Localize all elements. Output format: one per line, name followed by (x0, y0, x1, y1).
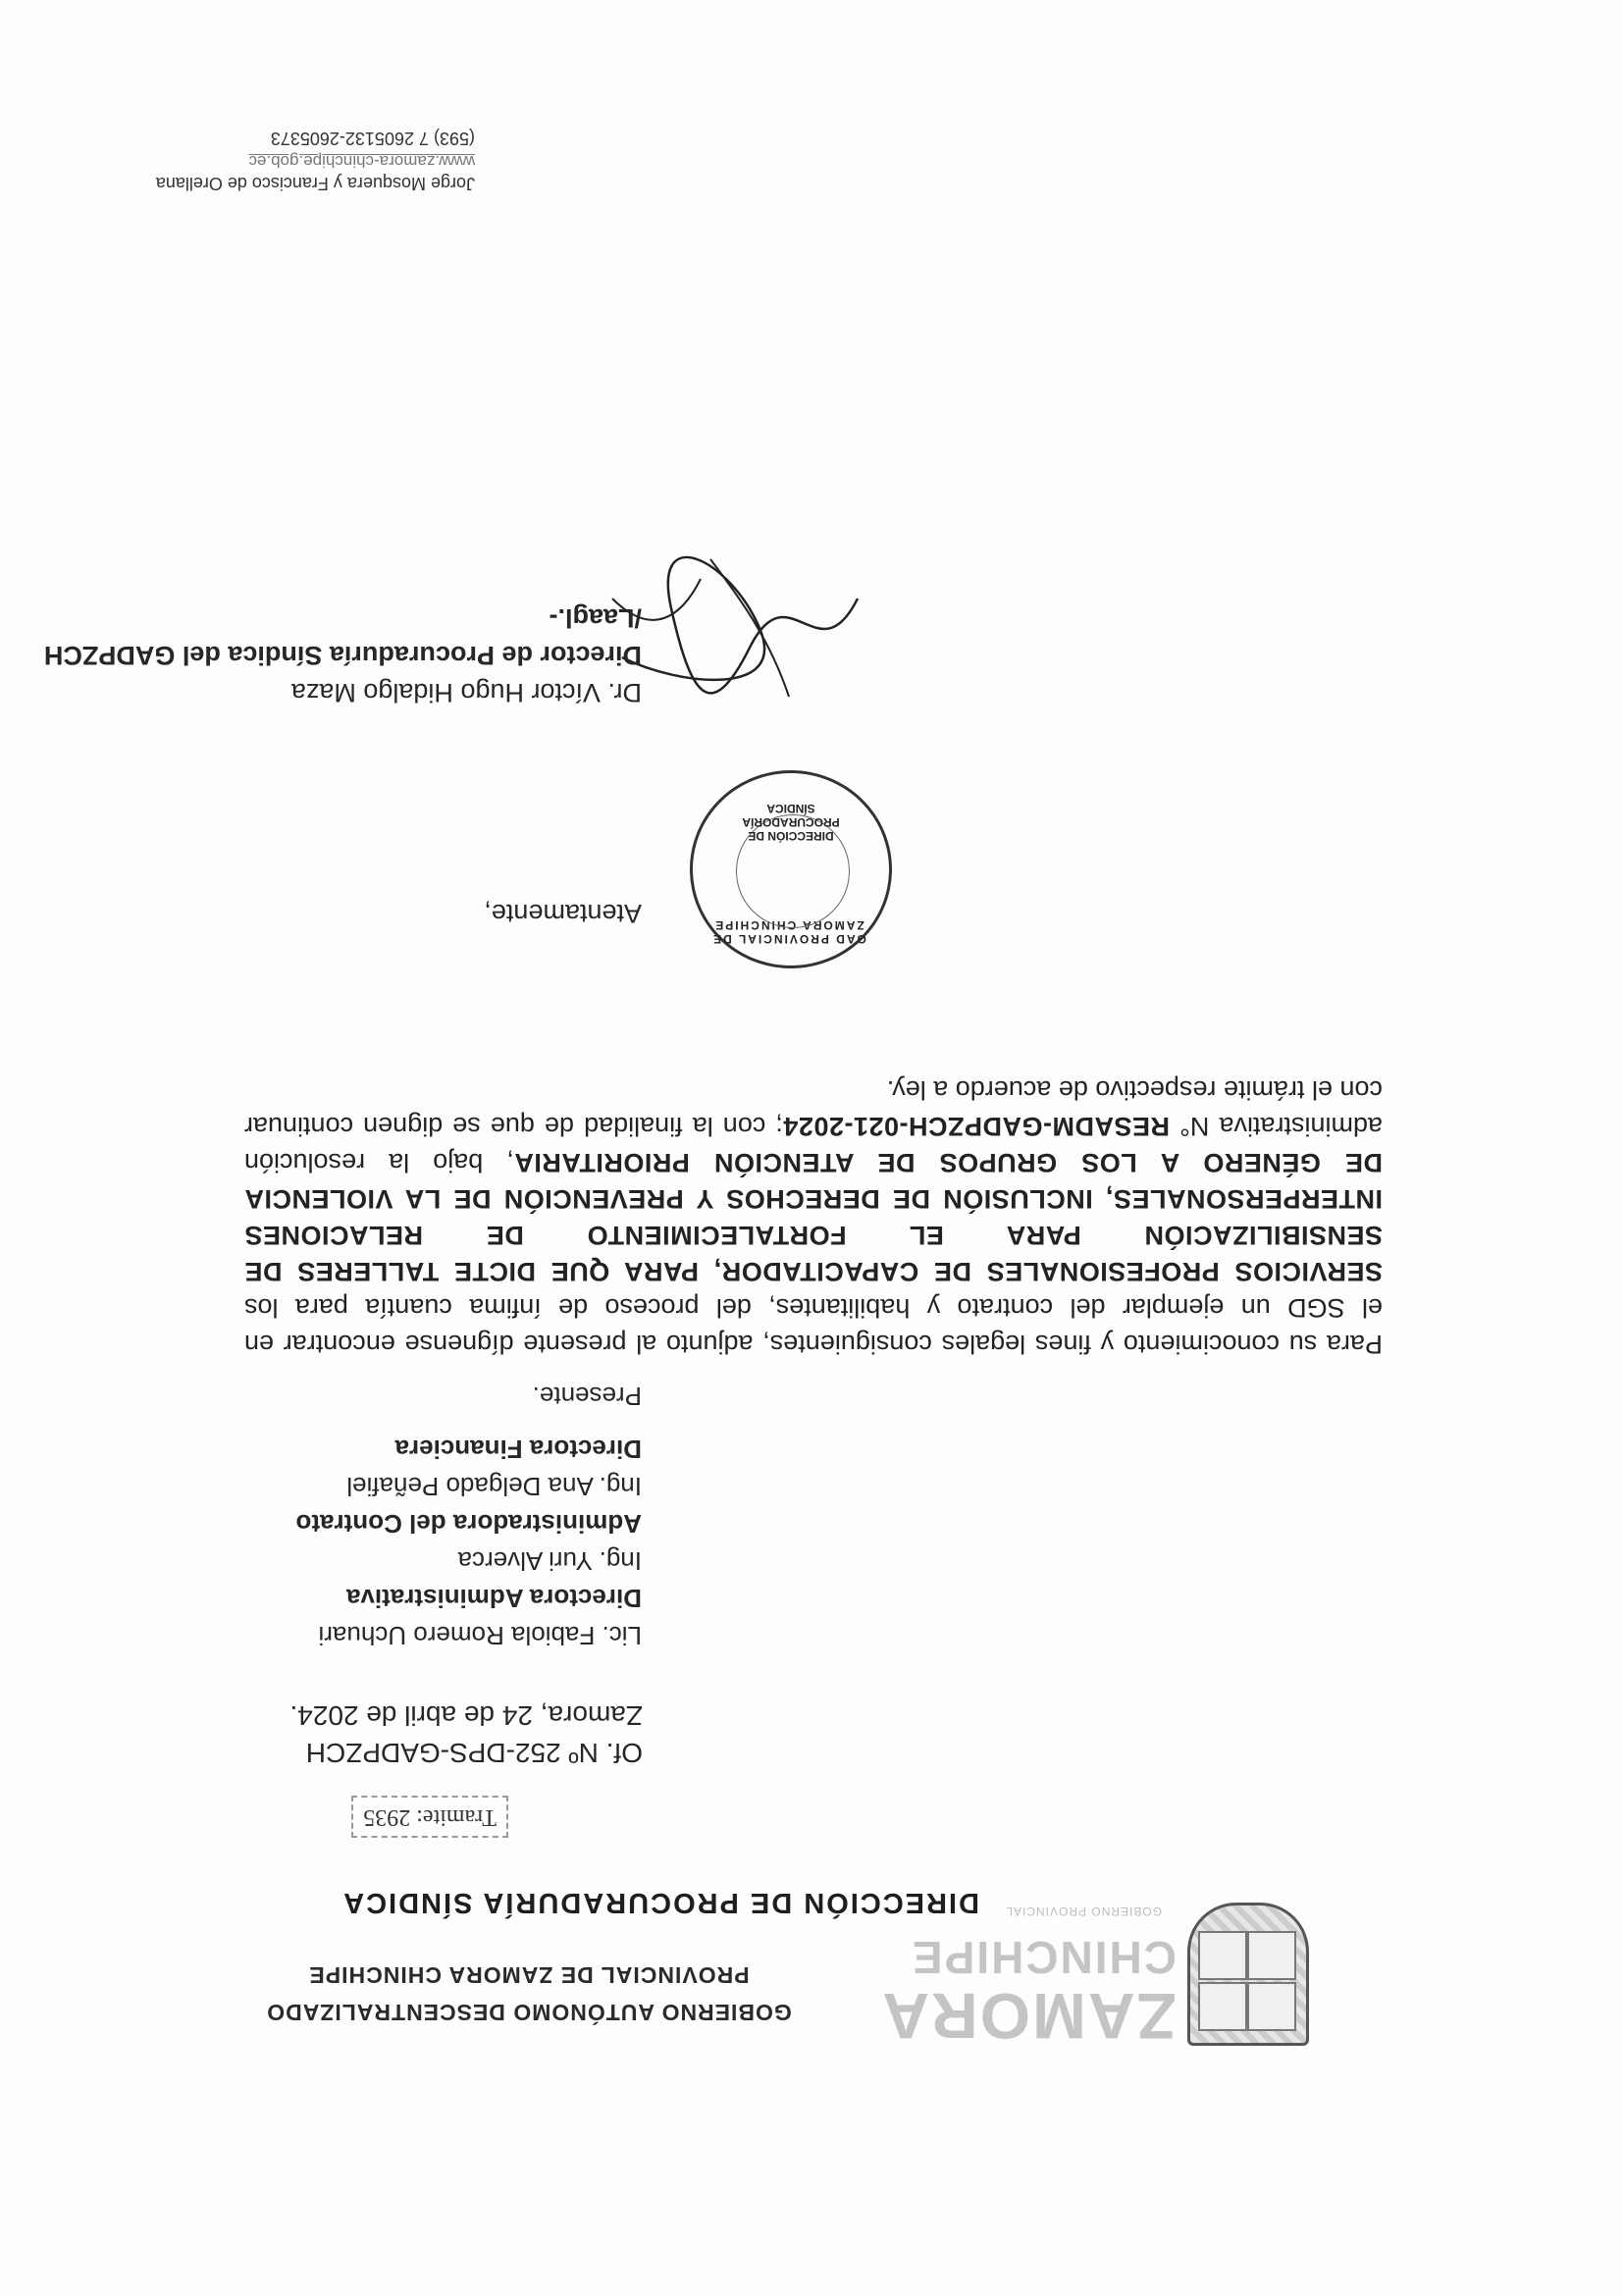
brand-line-1: ZAMORA (880, 1980, 1177, 2053)
recipient-3-name: Ing. Ana Delgado Peñafiel (346, 1472, 642, 1501)
recipient-1-title: Directora Administrativa (345, 1584, 642, 1613)
office-reference: Of. Nº 252-DPS-GADPZCH (305, 1738, 643, 1768)
author-initials: /Laagl.- (549, 603, 642, 633)
paragraph-intro: Para su conocimiento y fines legales consiguientes, adjunto al presente dígnense encontrar en el SGD un ejemplar del contrato y habilitantes, del proceso de ínfima cuantía para los (244, 1293, 1383, 1359)
recipient-3-title: Directora Financiera (394, 1435, 642, 1464)
brand-logo-text (880, 1928, 1177, 2053)
signer-title: Director de Procuraduría Síndica del GADPZCH (43, 641, 642, 670)
footer-website[interactable]: www.zamora-chinchipe.gob.ec (248, 152, 475, 171)
seal-inner-line-3: SÍNDICA (766, 802, 815, 815)
department-title: DIRECCIÓN DE PROCURADURÍA SÍNDICA (341, 1887, 979, 1918)
institution-name (161, 1957, 897, 2031)
footer-phone: (593) 7 2605132-2605373 (270, 129, 475, 148)
seal-inner-line-1: DIRECCIÓN DE (748, 829, 834, 843)
recipient-2-title: Administradora del Contrato (295, 1509, 642, 1539)
signer-name: Dr. Víctor Hugo Hidalgo Maza (290, 678, 642, 707)
footer-address: Jorge Mosquera y Francisco de Orellana (155, 174, 475, 193)
official-seal (690, 770, 892, 968)
brand-subtitle: GOBIERNO PROVINCIAL (1005, 1905, 1162, 1918)
institution-line-1: GOBIERNO AUTÓNOMO DESCENTRALIZADO (266, 2000, 792, 2025)
body-paragraph (244, 1071, 1383, 1362)
handwritten-signature (602, 549, 877, 716)
seal-outer-text: GAD PROVINCIAL DE ZAMORA CHINCHIPE (711, 918, 866, 946)
institution-line-2: PROVINCIAL DE ZAMORA CHINCHIPE (308, 1962, 750, 1988)
letter-date: Zamora, 24 de abril de 2024. (289, 1700, 643, 1731)
closing: Atentamente, (484, 899, 642, 928)
paragraph-resolution-number: RESADM-GADPZCH-021-2024 (782, 1112, 1170, 1141)
brand-line-2: CHINCHIPE (910, 1932, 1177, 1983)
paragraph-mid: , bajo la resolución administrativa N° (243, 1112, 1383, 1177)
recipient-1-name: Lic. Fabiola Romero Uchuari (318, 1621, 642, 1650)
tramite-stamp: Tramite: 2935 (351, 1796, 508, 1838)
paragraph-service-name: SERVICIOS PROFESIONALES DE CAPACITADOR, PARA QUE DICTE TALLERES DE SENSIBILIZACIÓN PARA EL FORTALECIMIENTO DE RELACIONES INTERPERSONALES, INCLUSIÓN DE DERECHOS Y PREVENCIÓN DE LA VIOLENCIA DE GÉNERO A LOS GRUPOS DE ATENCIÓN PRIORITARIA (244, 1148, 1383, 1286)
provincial-crest-logo (1187, 1903, 1309, 2046)
paragraph-end: ; con la finalidad de que se dignen continuar con el trámite respectivo de acuerdo a ley. (243, 1075, 1383, 1141)
seal-inner-line-2: PROCURADORÍA (742, 815, 840, 829)
salutation: Presente. (532, 1382, 642, 1411)
recipient-2-name: Ing. Yuri Alverca (457, 1546, 642, 1576)
